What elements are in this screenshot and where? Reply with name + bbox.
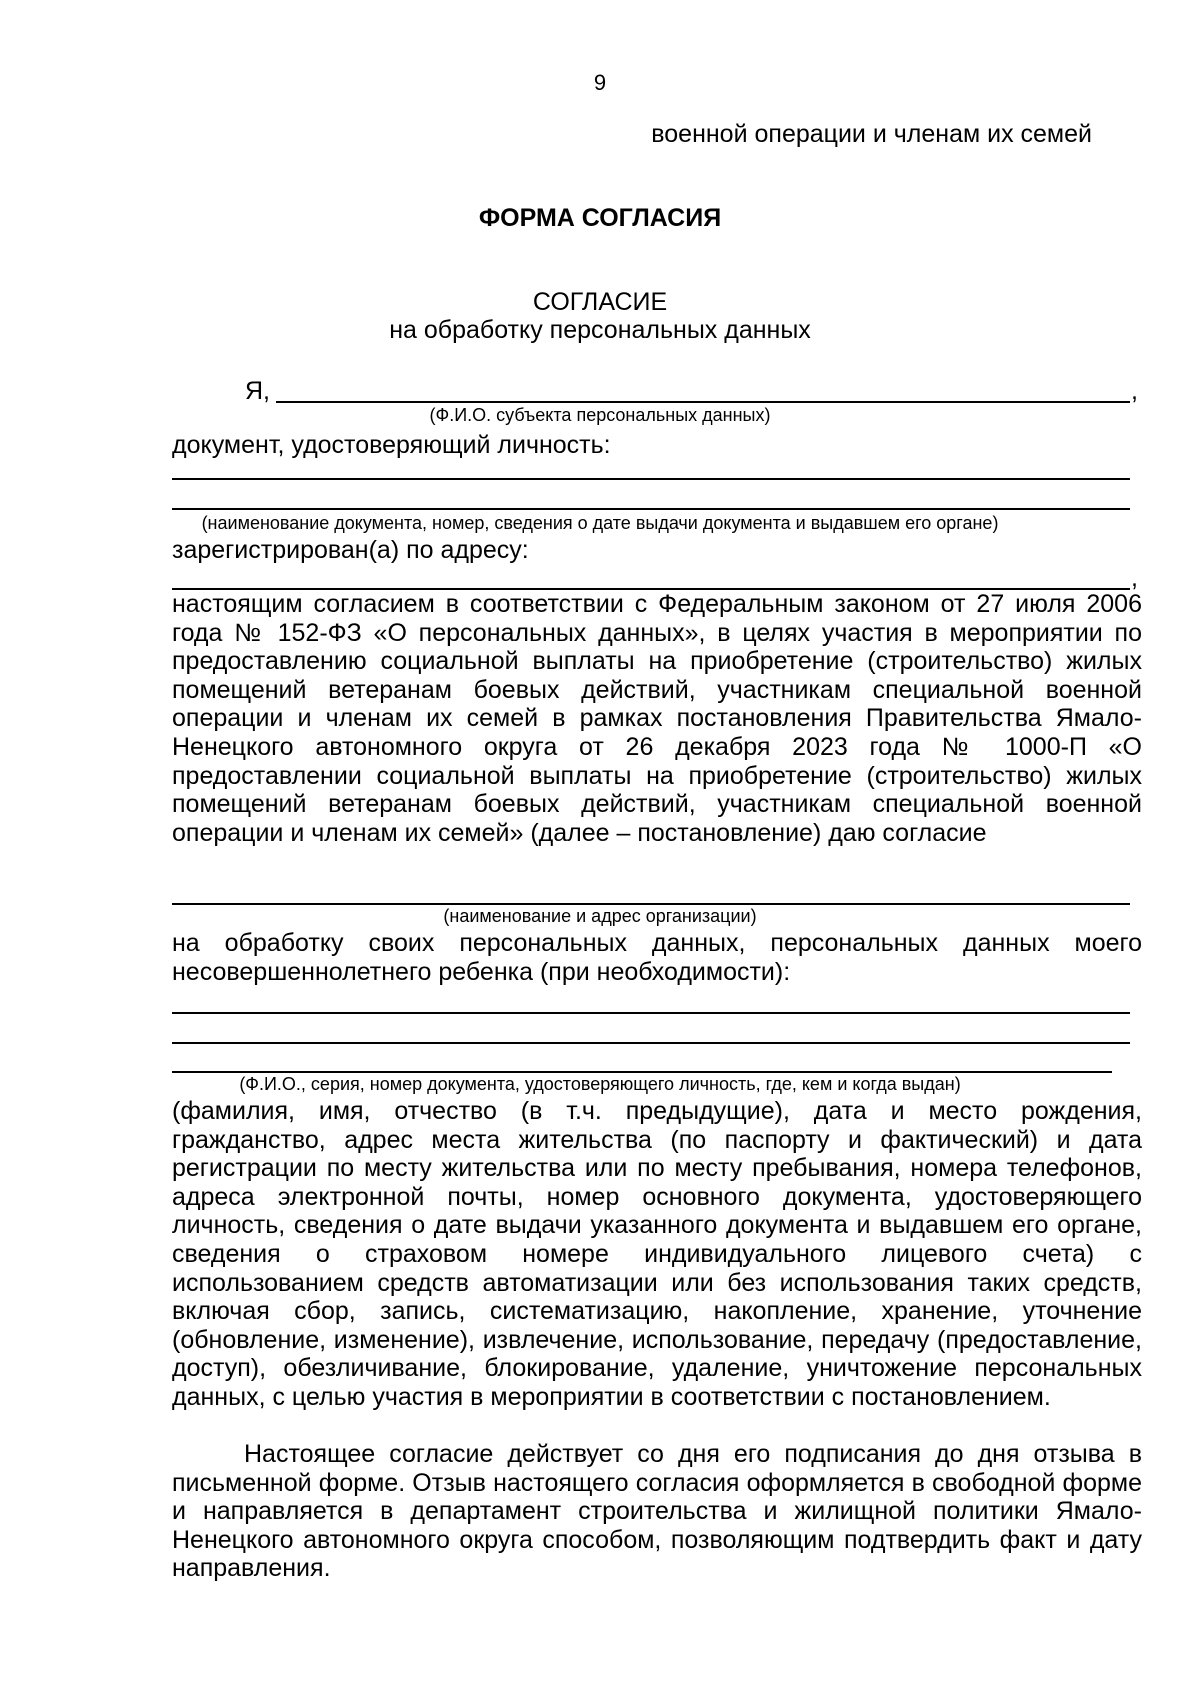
page-number: 9 <box>593 70 607 95</box>
running-header: военной операции и членам их семей <box>651 120 1092 148</box>
registration-label: зарегистрирован(а) по адресу: <box>172 536 529 564</box>
organization-field[interactable] <box>172 903 1130 905</box>
form-title: ФОРМА СОГЛАСИЯ <box>478 204 722 232</box>
registration-comma: , <box>1131 564 1138 592</box>
child-data-hint: (Ф.И.О., серия, номер документа, удостоверяющего личность, где, кем и когда выдан) <box>239 1074 961 1094</box>
validity-paragraph: Настоящее согласие действует со дня его подписания до дня отзыва в письменной форме. Отзыв настоящего согласия оформляется в свободной форме и направляется в департамент строительства и жилищной политики Ямало-Ненецкого автономного округа способом, позволяющим подтвердить факт и дату направления. <box>172 1440 1142 1583</box>
child-data-field-3[interactable] <box>172 1071 1112 1073</box>
subject-name-field[interactable] <box>276 401 1130 403</box>
identity-document-hint: (наименование документа, номер, сведения о дате выдачи документа и выдавшем его органе) <box>201 513 999 533</box>
consent-paragraph: настоящим согласием в соответствии с Федеральным законом от 27 июля 2006 года № 152-ФЗ «О персональных данных», в целях участия в мероприятии по предоставлению социальной выплаты на приобретение (строительство) жилых помещений ветеранам боевых действий, участникам специальной военной операции и членам их семей в рамках постановления Правительства Ямало-Ненецкого автономного округа от 26 декабря 2023 года № 1000-П «О предоставлении социальной выплаты на приобретение (строительство) жилых помещений ветеранам боевых действий, участникам специальной военной операции и членам их семей» (далее – постановление) даю согласие <box>172 590 1142 847</box>
processing-paragraph: на обработку своих персональных данных, персональных данных моего несовершеннолетнего ребенка (при необходимости): <box>172 929 1142 986</box>
child-data-field-1[interactable] <box>172 1012 1130 1014</box>
document-title: СОГЛАСИЕ <box>532 288 668 316</box>
identity-document-label: документ, удостоверяющий личность: <box>172 431 611 459</box>
organization-hint: (наименование и адрес организации) <box>443 906 757 926</box>
subject-hint: (Ф.И.О. субъекта персональных данных) <box>429 405 771 425</box>
identity-document-field-1[interactable] <box>172 478 1130 480</box>
subject-comma: , <box>1131 377 1138 405</box>
subject-prefix: Я, <box>245 377 270 405</box>
data-list-paragraph: (фамилия, имя, отчество (в т.ч. предыдущие), дата и место рождения, гражданство, адрес места жительства (по паспорту и фактический) и дата регистрации по месту жительства или по месту пребывания, номера телефонов, адреса электронной почты, номер основного документа, удостоверяющего личность, сведения о дате выдачи указанного документа и выдавшем его органе, сведения о страховом номере индивидуального лицевого счета) с использованием средств автоматизации или без использования таких средств, включая сбор, запись, систематизацию, накопление, хранение, уточнение (обновление, изменение), извлечение, использование, передачу (предоставление, доступ), обезличивание, блокирование, удаление, уничтожение персональных данных, с целью участия в мероприятии в соответствии с постановлением. <box>172 1097 1142 1411</box>
identity-document-field-2[interactable] <box>172 508 1130 510</box>
document-subtitle: на обработку персональных данных <box>389 316 811 344</box>
child-data-field-2[interactable] <box>172 1042 1130 1044</box>
